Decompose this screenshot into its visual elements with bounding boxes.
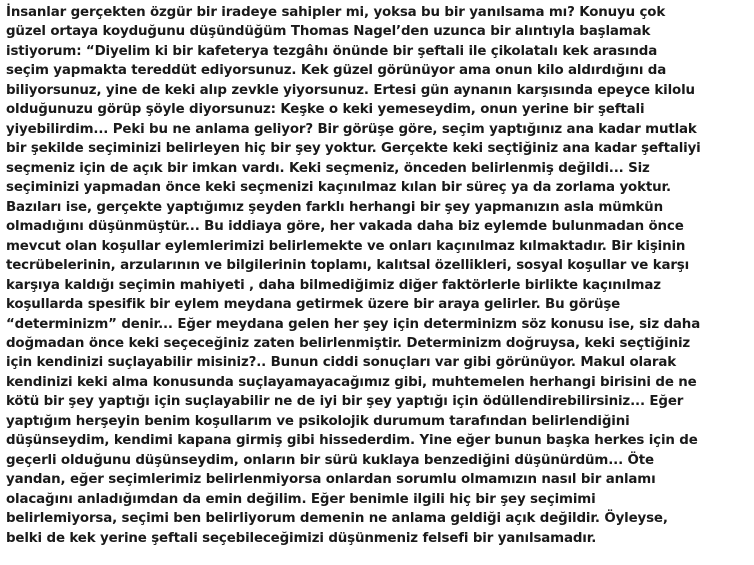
text-line: bir şekilde seçiminizi belirleyen hiç bir şey yoktur. Gerçekte keki seçtiğiniz ana kadar şeftaliyi	[6, 141, 701, 157]
text-line: yiyebilirdim... Peki bu ne anlama geliyor? Bir görüşe göre, seçim yaptığınız ana kadar mutlak	[6, 121, 697, 137]
text-line: yaptığım herşeyin benim koşullarım ve psikolojik durumum tarafından belirlendiğini	[6, 413, 630, 429]
text-line: kendinizi keki alma konusunda suçlayamayacağımız gibi, muhtemelen herhangi birisini de ne	[6, 374, 697, 390]
text-line: tecrübelerinin, arzularının ve bilgilerinin toplamı, kalıtsal özellikleri, sosyal koşullar ve karşı	[6, 258, 690, 274]
text-line: düşünseydim, kendimi kapana girmiş gibi hissederdim. Yine eğer bunun başka herkes için de	[6, 433, 698, 449]
text-line: koşullarda spesifik bir eylem meydana getirmek üzere bir araya gelirler. Bu görüşe	[6, 297, 621, 313]
text-line: yandan, eğer seçimlerimiz belirlenmiyorsa onlardan sorumlu olmamızın nasıl bir anlamı	[6, 472, 656, 488]
text-line: kötü bir şey yaptığı için suçlayabilir ne de iyi bir şey yaptığı için ödüllendirebilirsiniz... Eğer	[6, 394, 684, 410]
text-line: seçmeniz için de açık bir imkan vardı. Keki seçmeniz, önceden belirlenmiş değildi... Siz	[6, 160, 650, 176]
text-line: belki de kek yerine şeftali seçebileceğimizi düşünmeniz felsefi bir yanılsamadır.	[6, 530, 597, 546]
text-line: doğmadan önce keki seçeceğiniz zaten belirlenmiştir. Determinizm doğruysa, keki seçtiğiniz	[6, 335, 691, 351]
text-line: belirlemiyorsa, seçimi ben belirliyorum demenin ne anlama geldiği açık değildir. Öyleyse,	[6, 511, 668, 527]
text-line: olmadığını düşünmüştür... Bu iddiaya göre, her vakada daha biz eylemde bulunmadan önce	[6, 219, 684, 235]
text-line: güzel ortaya koyduğunu düşündüğüm Thomas Nagel’den uzunca bir alıntıyla başlamak	[6, 24, 651, 40]
text-line: seçiminizi yapmadan önce keki seçmenizi kaçınılmaz kılan bir süreç ya da zorlama yoktur.	[6, 180, 671, 196]
text-line: için kendinizi suçlayabilir misiniz?.. Bunun ciddi sonuçları var gibi görünüyor. Makul olarak	[6, 355, 676, 371]
text-line: seçim yapmakta tereddüt ediyorsunuz. Kek güzel görünüyor ama onun kilo aldırdığını da	[6, 63, 667, 79]
document-body	[6, 3, 752, 548]
text-line: geçerli olduğunu düşünseydim, onların bir sürü kuklaya benzediğini düşünürdüm... Öte	[6, 452, 654, 468]
text-line: karşıya kaldığı seçimin mahiyeti , daha bilmediğimiz diğer faktörlerle birlikte kaçınılmaz	[6, 277, 661, 293]
text-line: biliyorsunuz, yine de keki alıp zevkle yiyorsunuz. Ertesi gün aynanın karşısında epeyce kilolu	[6, 82, 695, 98]
text-line: istiyorum: “Diyelim ki bir kafeterya tezgâhı önünde bir şeftali ile çikolatalı kek arasında	[6, 43, 658, 59]
text-line: olduğunuzu görüp şöyle diyorsunuz: Keşke o keki yemeseydim, onun yerine bir şeftali	[6, 102, 645, 118]
text-line: İnsanlar gerçekten özgür bir iradeye sahipler mi, yoksa bu bir yanılsama mı? Konuyu çok	[6, 5, 666, 20]
text-line: olacağını anladığımdan da emin değilim. Eğer benimle ilgili hiç bir şey seçimimi	[6, 491, 596, 507]
text-line: “determinizm” denir... Eğer meydana gelen her şey için determinizm söz konusu ise, siz daha	[6, 316, 701, 332]
text-line: Bazıları ise, gerçekte yaptığımız şeyden farklı herhangi bir şey yapmanızın asla mümkün	[6, 199, 663, 215]
text-line: mevcut olan koşullar eylemlerimizi belirlemekte ve onları kaçınılmaz kılmaktadır. Bir kişinin	[6, 238, 686, 254]
